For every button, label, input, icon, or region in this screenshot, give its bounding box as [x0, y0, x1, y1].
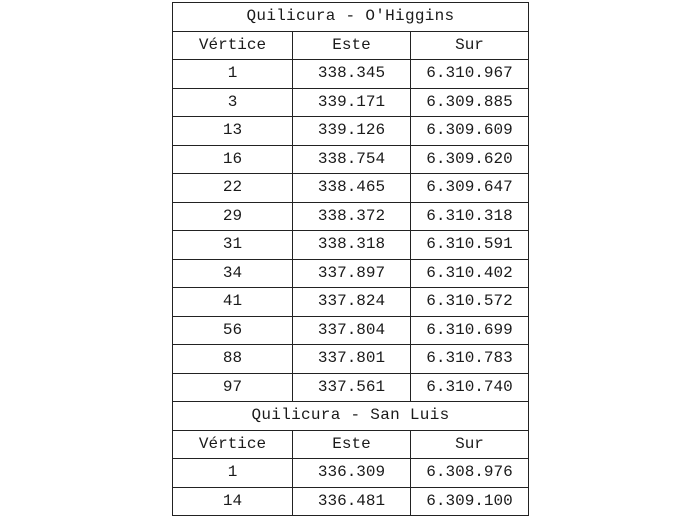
vertex-cell: 34 [173, 259, 293, 288]
vertex-cell: 29 [173, 202, 293, 231]
column-header-vertice: Vértice [173, 430, 293, 459]
table-row [173, 88, 529, 117]
section-title-row-ohiggins [173, 3, 529, 32]
vertex-cell: 13 [173, 117, 293, 146]
coordinates-table [172, 2, 529, 516]
sur-cell: 6.309.620 [411, 145, 529, 174]
column-header-sur: Sur [411, 31, 529, 60]
table-row [173, 145, 529, 174]
vertex-cell: 14 [173, 487, 293, 516]
sur-cell: 6.310.783 [411, 345, 529, 374]
table-row [173, 60, 529, 89]
table-row [173, 373, 529, 402]
vertex-cell: 1 [173, 459, 293, 488]
este-cell: 338.318 [293, 231, 411, 260]
vertex-cell: 1 [173, 60, 293, 89]
este-cell: 338.754 [293, 145, 411, 174]
section-title-san-luis: Quilicura - San Luis [173, 402, 529, 431]
sur-cell: 6.309.647 [411, 174, 529, 203]
sur-cell: 6.310.572 [411, 288, 529, 317]
column-header-este: Este [293, 31, 411, 60]
vertex-cell: 97 [173, 373, 293, 402]
este-cell: 336.481 [293, 487, 411, 516]
este-cell: 339.171 [293, 88, 411, 117]
vertex-cell: 56 [173, 316, 293, 345]
este-cell: 339.126 [293, 117, 411, 146]
table-row [173, 459, 529, 488]
table-row [173, 202, 529, 231]
sur-cell: 6.309.609 [411, 117, 529, 146]
table-row [173, 316, 529, 345]
column-header-vertice: Vértice [173, 31, 293, 60]
sur-cell: 6.310.967 [411, 60, 529, 89]
vertex-cell: 88 [173, 345, 293, 374]
section-title-row-san-luis [173, 402, 529, 431]
section-title-ohiggins: Quilicura - O'Higgins [173, 3, 529, 32]
vertex-cell: 3 [173, 88, 293, 117]
table-row [173, 174, 529, 203]
sur-cell: 6.310.740 [411, 373, 529, 402]
vertex-cell: 41 [173, 288, 293, 317]
table-row [173, 288, 529, 317]
este-cell: 338.372 [293, 202, 411, 231]
coordinates-table-body [173, 3, 529, 516]
sur-cell: 6.308.976 [411, 459, 529, 488]
table-row [173, 487, 529, 516]
table-row [173, 117, 529, 146]
column-header-este: Este [293, 430, 411, 459]
sur-cell: 6.309.885 [411, 88, 529, 117]
sur-cell: 6.310.591 [411, 231, 529, 260]
este-cell: 338.465 [293, 174, 411, 203]
vertex-cell: 16 [173, 145, 293, 174]
column-header-row-san-luis [173, 430, 529, 459]
este-cell: 338.345 [293, 60, 411, 89]
sur-cell: 6.310.318 [411, 202, 529, 231]
sur-cell: 6.309.100 [411, 487, 529, 516]
este-cell: 337.801 [293, 345, 411, 374]
este-cell: 337.824 [293, 288, 411, 317]
este-cell: 337.897 [293, 259, 411, 288]
column-header-row-ohiggins [173, 31, 529, 60]
table-row [173, 345, 529, 374]
column-header-sur: Sur [411, 430, 529, 459]
vertex-cell: 22 [173, 174, 293, 203]
sur-cell: 6.310.699 [411, 316, 529, 345]
table-row [173, 259, 529, 288]
este-cell: 337.561 [293, 373, 411, 402]
vertex-cell: 31 [173, 231, 293, 260]
sur-cell: 6.310.402 [411, 259, 529, 288]
table-row [173, 231, 529, 260]
coordinates-document [172, 2, 528, 516]
este-cell: 337.804 [293, 316, 411, 345]
este-cell: 336.309 [293, 459, 411, 488]
